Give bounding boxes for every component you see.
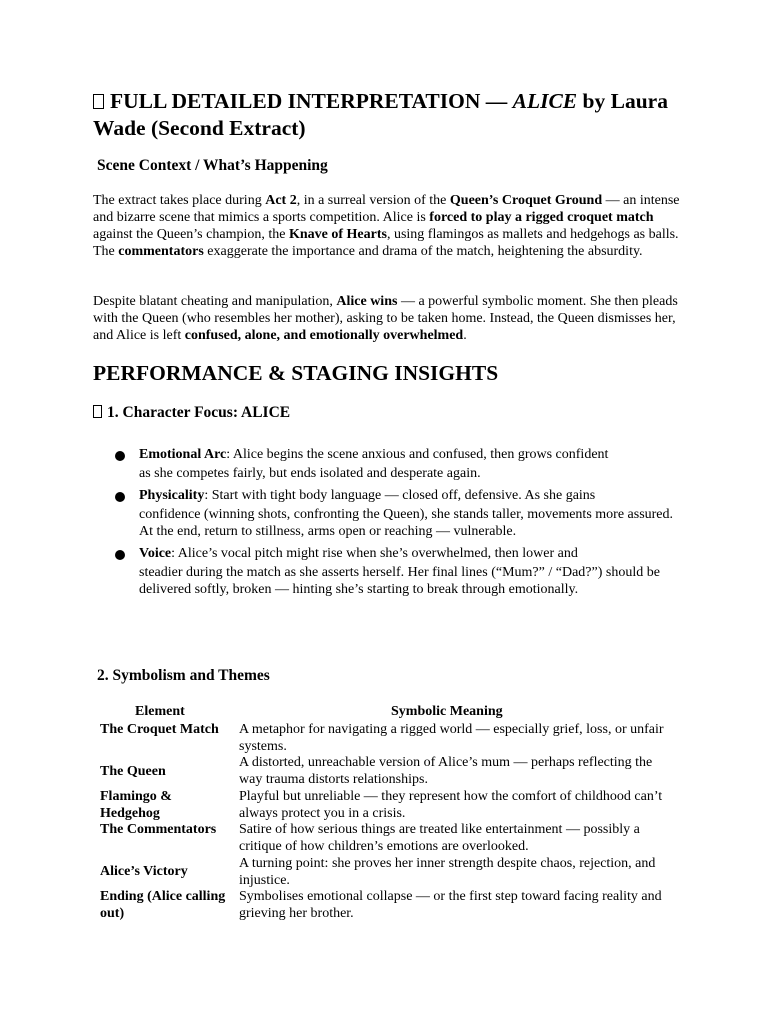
text-run: . [463, 328, 467, 343]
bold-phrase: Alice wins [336, 294, 398, 309]
bullet-icon [115, 451, 125, 461]
bullet-label: Emotional Arc [139, 447, 227, 462]
scene-context-heading: Scene Context / What’s Happening [97, 157, 328, 174]
bold-phrase: commentators [118, 244, 204, 259]
bullet-emotional-arc: Emotional Arc: Alice begins the scene anxious and confused, then grows confident as she competes fairly, but ends isolated and desperate again. [139, 447, 609, 481]
bold-phrase: Act 2 [265, 193, 297, 208]
missing-glyph-icon [93, 405, 102, 418]
table-row-element: Ending (Alice calling out) [100, 889, 226, 921]
bullet-label: Physicality [139, 488, 205, 503]
bullet-voice: Voice: Alice’s vocal pitch might rise when she’s overwhelmed, then lower and steadier during the match as she asserts herself. Her final lines (“Mum?” / “Dad?”) should be delivered softly, broken — hinting she’s starting to break through emotionally. [139, 546, 660, 597]
table-row-element: Flamingo & Hedgehog [100, 789, 172, 821]
title-prefix: FULL DETAILED INTERPRETATION — [110, 89, 513, 113]
table-row-meaning: A turning point: she proves her inner strength despite chaos, rejection, and injustice. [239, 856, 656, 888]
document-title [93, 88, 693, 142]
bullet-continuation: confidence (winning shots, confronting the Queen), she stands taller, movements more assured. At the end, return to stillness, arms open or reaching — vulnerable. [139, 507, 674, 539]
table-row-meaning: Satire of how serious things are treated like entertainment — possibly a critique of how children’s emotions are overlooked. [239, 822, 640, 854]
table-row-meaning: Playful but unreliable — they represent how the comfort of childhood can’t always protect you in a crisis. [239, 789, 663, 821]
text-run: — an intense and bizarre scene that mimics a sports competition. Alice is [93, 193, 680, 225]
character-focus-title: 1. Character Focus: ALICE [107, 404, 291, 421]
bullet-continuation: steadier during the match as she asserts herself. Her final lines (“Mum?” / “Dad?”) should be delivered softly, broken — hinting she’s starting to break through emotionally. [139, 565, 660, 597]
text-run: , using flamingos as mallets and hedgehogs as balls. The [93, 227, 679, 259]
scene-paragraph-1 [93, 192, 683, 260]
table-row-element: The Queen [100, 764, 166, 779]
bold-phrase: confused, alone, and emotionally overwhelmed [184, 328, 464, 343]
table-row-element: The Croquet Match [100, 722, 219, 737]
bullet-icon [115, 550, 125, 560]
title-suffix: by Laura Wade (Second Extract) [93, 89, 668, 140]
table-row-meaning: Symbolises emotional collapse — or the first step toward facing reality and grieving her brother. [239, 889, 662, 921]
bold-phrase: Knave of Hearts [288, 227, 387, 242]
table-header-element: Element [135, 704, 185, 719]
missing-glyph-icon [93, 94, 104, 109]
text-run: exaggerate the importance and drama of the match, heightening the absurdity. [203, 244, 643, 259]
bold-phrase: forced to play a rigged croquet match [429, 210, 654, 225]
text-run: , in a surreal version of the [296, 193, 450, 208]
text-run: Despite blatant cheating and manipulation, [93, 294, 337, 309]
table-row-meaning: A distorted, unreachable version of Alice’s mum — perhaps reflecting the way trauma distorts relationships. [239, 755, 653, 787]
text-run: — a powerful symbolic moment. She then pleads with the Queen (who resembles her mother), asking to be taken home. Instead, the Queen dismisses her, and Alice is left [93, 294, 678, 343]
bullet-continuation: as she competes fairly, but ends isolated and desperate again. [139, 466, 481, 481]
bullet-label: Voice [139, 546, 172, 561]
table-row-element: Alice’s Victory [100, 864, 188, 879]
scene-paragraph-2 [93, 293, 683, 344]
title-play-name: ALICE [512, 89, 578, 113]
table-row-element: The Commentators [100, 822, 217, 837]
symbolism-heading: 2. Symbolism and Themes [97, 667, 270, 684]
performance-heading: PERFORMANCE & STAGING INSIGHTS [93, 361, 499, 385]
bold-phrase: Queen’s Croquet Ground [449, 193, 603, 208]
table-header-meaning: Symbolic Meaning [391, 704, 503, 719]
character-focus-heading [93, 404, 290, 422]
table-row-meaning: A metaphor for navigating a rigged world — especially grief, loss, or unfair systems. [239, 722, 664, 754]
text-run: against the Queen’s champion, the [93, 227, 289, 242]
bullet-physicality: Physicality: Start with tight body language — closed off, defensive. As she gains confidence (winning shots, confronting the Queen), she stands taller, movements more assured. At the end, return to stillness, arms open or reaching — vulnerable. [139, 488, 674, 539]
bullet-icon [115, 492, 125, 502]
text-run: The extract takes place during [93, 193, 266, 208]
